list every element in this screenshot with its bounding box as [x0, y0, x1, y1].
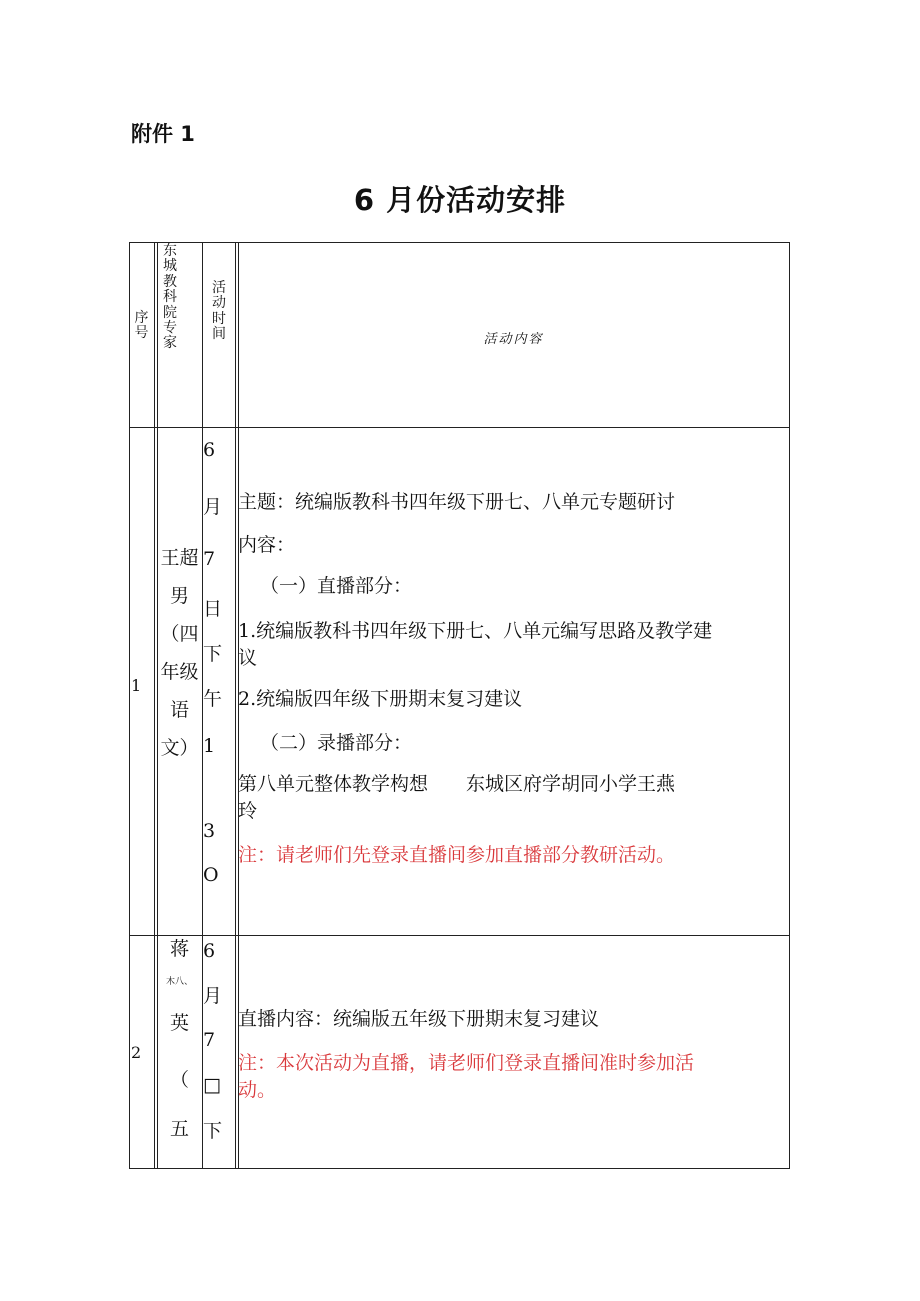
row1-item2: 2.统编版四年级下册期末复习建议 [238, 688, 523, 710]
header-content: 活动内容 [483, 332, 544, 347]
row1-item1-cont: 议 [238, 647, 258, 669]
header-divider [129, 427, 790, 428]
row1-item1: 1.统编版教科书四年级下册七、八单元编写思路及教学建 [238, 620, 713, 642]
row1-recorded-cont: 玲 [238, 800, 258, 822]
row1-recorded: 第八单元整体教学构想 东城区府学胡同小学王燕 [238, 773, 676, 795]
attachment-label: 附件 1 [131, 122, 195, 146]
row2-note-cont: 动。 [238, 1079, 277, 1101]
table-border-left [129, 242, 130, 1169]
row-divider [129, 935, 790, 936]
table-border-right [789, 242, 790, 1169]
table-border-bottom [129, 1168, 790, 1169]
row1-live-heading: （一）直播部分： [260, 575, 413, 597]
row1-theme: 主题：统编版教科书四年级下册七、八单元专题研讨 [238, 491, 676, 513]
row1-expert: 王超 男 （四 年级 语 文） [160, 547, 199, 759]
header-seq: 序 号 [134, 310, 149, 342]
header-expert: 东 城 教 科 院 专 家 [163, 243, 177, 352]
row1-seq: 1 [131, 676, 142, 695]
row1-content-label: 内容： [238, 534, 296, 556]
row1-recorded-heading: （二）录播部分： [260, 732, 413, 754]
page-title: 6 月份活动安排 [353, 183, 567, 217]
row2-seq: 2 [131, 1043, 142, 1062]
row1-note: 注：请老师们先登录直播间参加直播部分教研活动。 [238, 844, 676, 866]
table-border-top [129, 242, 790, 243]
row2-note: 注：本次活动为直播，请老师们登录直播间准时参加活 [238, 1052, 695, 1074]
row2-live: 直播内容：统编版五年级下册期末复习建议 [238, 1008, 600, 1030]
header-time: 活 动 时 间 [212, 280, 226, 343]
schedule-table: 序 号 东 城 教 科 院 专 家 活 动 时 间 活动内容 1 王超 男 （四 年级 语 文） 6 月 7 日 下 午 1 3 O 主题：统编版教科书四年级下册七、八单元专题研讨 内容： （一）直播部分： 1.统编版教科书四年级下册七、八单元编写思路及教学建 议 2.统编版四年级下册期末复习建议 （二）录播部分： 第八单元整体教学构想 东城区府学胡同小学王燕 玲 注：请老师们先登录直播间参加直播部分教研活动。 2 蒋 木八、 英 （ 五 6 月 7 □ 下 直播内容：统编版五年级下册期末复习建议 注：本次活动为直播，请老师们登录直播间准时参加活 动。 [129, 242, 790, 1169]
